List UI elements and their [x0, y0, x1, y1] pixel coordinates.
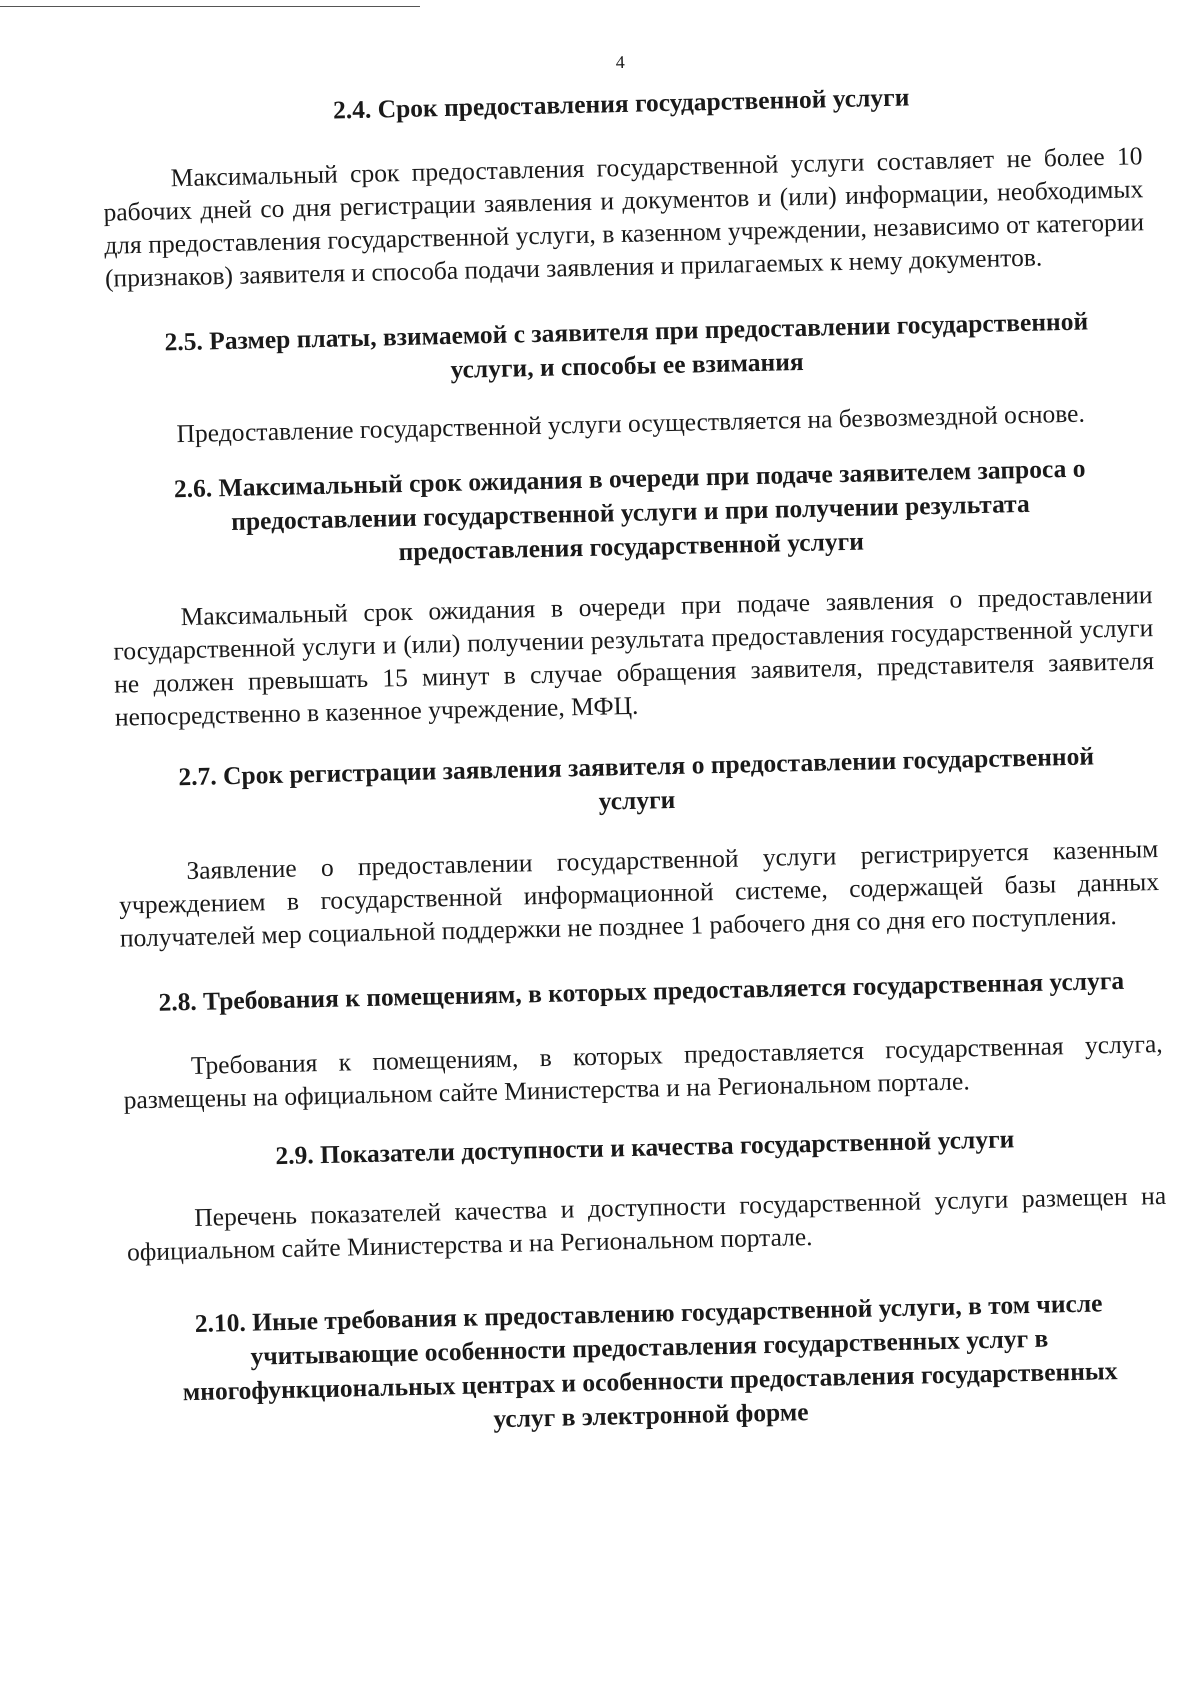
- section-heading: 2.7. Срок регистрации заявления заявителя о предоставлении государственной услуги: [178, 741, 1095, 816]
- page-number: 4: [615, 51, 625, 73]
- section-2-5: [106, 303, 1149, 452]
- section-2-10: [128, 1285, 1171, 1445]
- section-text: Максимальный срок предоставления государственной услуги составляет не более 10 рабочих дней со дня регистрации заявления и документов и (или) информации, необходимых для предоставления государственной услуги, в казенном учреждении, независимо от категории (признаков) заявителя и способа подачи заявления и прилагаемых к нему документов.: [103, 141, 1145, 293]
- section-text: Требования к помещениям, в которых предоставляется государственная услуга, размещены на официальном сайте Министерства и на Региональном портале.: [123, 1028, 1163, 1115]
- section-2-4: [101, 75, 1145, 295]
- section-heading: 2.8. Требования к помещениям, в которых предоставляется государственная услуга: [158, 965, 1125, 1017]
- scan-edge-line: [0, 6, 420, 7]
- section-2-9: [125, 1119, 1168, 1269]
- section-2-8: [121, 963, 1164, 1117]
- section-heading: 2.5. Размер платы, взимаемой с заявителя при предоставлении государственной услуги, и способы ее взимания: [164, 306, 1089, 384]
- section-2-6: [109, 450, 1155, 734]
- section-text: Предоставление государственной услуги осуществляется на безвозмездной основе.: [176, 398, 1086, 449]
- section-text: Заявление о предоставлении государственной услуги регистрируется казенным учреждением в государственной информационной системе, содержащей базы данных получателей мер социальной поддержки не позднее 1 рабочего дня со дня его поступления.: [118, 833, 1160, 953]
- section-heading: 2.4. Срок предоставления государственной услуги: [332, 82, 910, 125]
- section-heading: 2.9. Показатели доступности и качества государственной услуги: [275, 1124, 1015, 1171]
- section-heading: 2.6. Максимальный срок ожидания в очереди при подаче заявителем запроса о предоставлении государственной услуги и при получении результата предоставления государственной услуги: [173, 453, 1086, 567]
- section-2-7: [116, 738, 1160, 955]
- document-page: [100, 40, 1172, 1466]
- section-heading: 2.10. Иные требования к предоставлению государственной услуги, в том числе учитывающие особенности предоставления государственных услуг в многофункциональных центрах и особенности предоставления государственных услуг в электронной форме: [182, 1288, 1118, 1434]
- section-text: Перечень показателей качества и доступности государственной услуги размещен на официальном сайте Министерства и на Региональном портале.: [126, 1180, 1167, 1267]
- section-text: Максимальный срок ожидания в очереди при подаче заявления о предоставлении государственной услуги и (или) получении результата предоставления государственной услуги не должен превышать 15 минут в случае обращения заявителя, представителя заявителя непосредственно в казенное учреждение, МФЦ.: [113, 580, 1155, 732]
